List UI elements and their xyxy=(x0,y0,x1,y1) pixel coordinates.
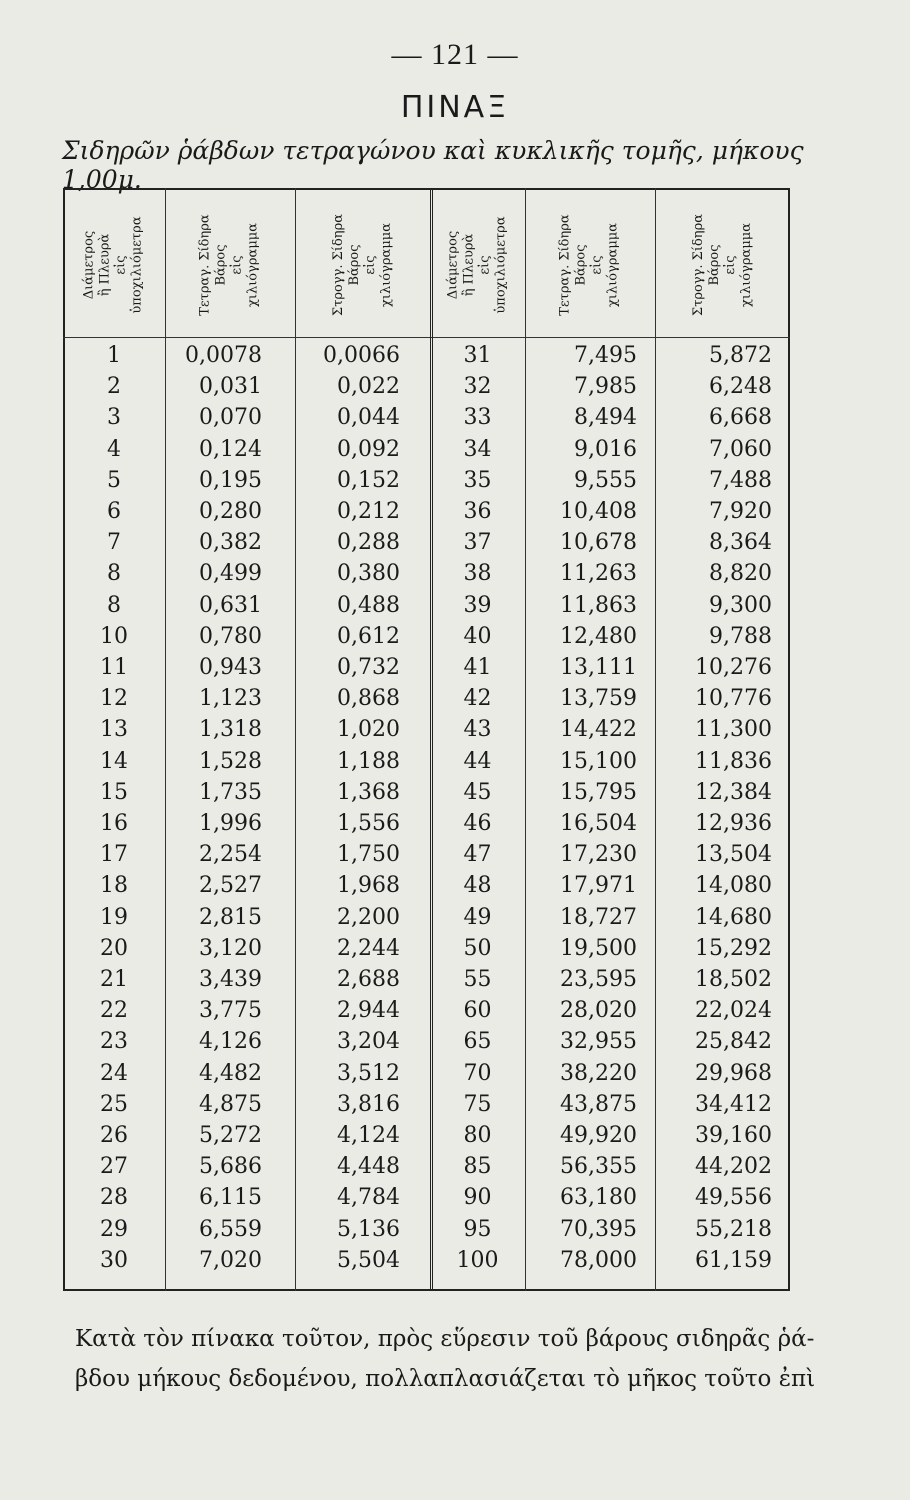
round-weight-left-cell: 4,448 xyxy=(337,1154,400,1180)
round-weight-right-cell: 44,202 xyxy=(695,1154,772,1180)
round-weight-right-cell: 6,248 xyxy=(709,374,772,400)
header-text xyxy=(330,214,394,316)
round-weight-left-cell: 3,204 xyxy=(337,1029,400,1055)
round-weight-right-cell: 8,364 xyxy=(709,530,772,556)
square-weight-left-cell: 3,775 xyxy=(199,998,262,1024)
round-weight-right-cell: 7,920 xyxy=(709,499,772,524)
square-weight-right-cell: 28,020 xyxy=(560,998,637,1024)
header-text xyxy=(82,216,146,313)
square-weight-left-cell: 2,254 xyxy=(199,842,262,868)
header-line: ἢ Πλευρὰ xyxy=(98,233,113,297)
header-line: εἰς xyxy=(114,255,129,275)
diameter-left-cell: 6 xyxy=(107,499,121,524)
header-line: Τετραγ. Σίδηρα xyxy=(197,214,213,316)
diameter-left-cell: 13 xyxy=(100,717,128,743)
diameter-left-cell: 3 xyxy=(107,405,121,431)
round-weight-left-cell: 0,092 xyxy=(337,436,400,462)
diameter-right-cell: 48 xyxy=(463,873,492,899)
round-weight-right-cell: 7,060 xyxy=(709,436,772,462)
diameter-left-cell: 21 xyxy=(100,967,128,992)
square-weight-right-cell: 32,955 xyxy=(560,1029,637,1055)
diameter-left-cell: 24 xyxy=(100,1060,128,1086)
round-weight-right-cell: 11,836 xyxy=(695,748,772,774)
square-weight-left-cell: 1,318 xyxy=(199,717,262,743)
round-weight-right-cell: 8,820 xyxy=(709,561,772,587)
footnote-line-2: βδου μήκους δεδομένου, πολλαπλασιάζεται τὸ μῆκος τοῦτο ἐπὶ xyxy=(75,1366,816,1392)
table-title: ΠΙΝΑΞ xyxy=(400,90,510,125)
diameter-left-cell: 4 xyxy=(107,436,121,462)
header-text xyxy=(446,216,510,313)
header-text xyxy=(198,214,262,315)
diameter-left-cell: 25 xyxy=(100,1091,128,1117)
square-weight-right-cell: 19,500 xyxy=(560,935,637,961)
diameter-left-cell: 20 xyxy=(100,935,128,961)
round-weight-right-cell: 14,080 xyxy=(695,873,772,899)
round-weight-right-cell: 22,024 xyxy=(695,998,772,1024)
round-weight-right-cell: 55,218 xyxy=(695,1216,772,1242)
round-weight-left-cell: 2,200 xyxy=(337,904,400,930)
diameter-right-cell: 40 xyxy=(463,623,492,649)
round-weight-left-cell: 0,212 xyxy=(337,499,400,524)
header-line: Στρογγ. Σίδηρα xyxy=(330,214,346,316)
diameter-right-cell: 42 xyxy=(463,686,492,712)
round-weight-left-cell: 0,022 xyxy=(337,374,400,400)
diameter-header-left xyxy=(63,195,165,335)
round-weight-right-cell: 11,300 xyxy=(695,717,772,743)
diameter-left-cell: 28 xyxy=(100,1185,128,1211)
round-weight-left-cell: 1,750 xyxy=(337,842,400,868)
header-line: εἰς xyxy=(229,255,245,275)
diameter-right-cell: 85 xyxy=(463,1154,492,1180)
diameter-left-cell: 22 xyxy=(100,998,128,1024)
square-weight-left-cell: 5,272 xyxy=(199,1123,262,1148)
diameter-left-cell: 16 xyxy=(100,811,128,836)
round-weight-right-cell: 10,776 xyxy=(695,686,772,712)
diameter-left-cell: 7 xyxy=(107,530,121,556)
round-weight-right-cell: 49,556 xyxy=(695,1185,772,1211)
square-weight-left-cell: 0,943 xyxy=(199,655,262,680)
diameter-right-cell: 100 xyxy=(456,1247,499,1273)
square-weight-left-cell: 0,631 xyxy=(199,592,262,618)
square-weight-right-cell: 13,759 xyxy=(560,686,637,712)
header-line: εἰς xyxy=(589,255,605,275)
square-weight-right-cell: 56,355 xyxy=(560,1154,637,1180)
round-weight-left-cell: 3,816 xyxy=(337,1091,400,1117)
diameter-right-cell: 80 xyxy=(463,1123,492,1148)
header-line: Βάρος xyxy=(346,244,362,286)
square-weight-left-cell: 3,439 xyxy=(199,967,262,992)
round-weight-left-cell: 5,504 xyxy=(337,1247,400,1273)
square-weight-left-cell: 2,527 xyxy=(199,873,262,899)
round-weight-right-cell: 9,788 xyxy=(709,623,772,649)
diameter-right-cell: 34 xyxy=(463,436,492,462)
round-weight-right-cell: 12,936 xyxy=(695,811,772,836)
square-weight-left-cell: 1,528 xyxy=(199,748,262,774)
square-weight-left-cell: 6,115 xyxy=(199,1185,262,1211)
square-weight-right-cell: 17,230 xyxy=(560,842,637,868)
round-weight-right-cell: 39,160 xyxy=(695,1123,772,1148)
square-weight-right-cell: 8,494 xyxy=(574,405,637,431)
square-weight-right-cell: 14,422 xyxy=(560,717,637,743)
square-weight-right-cell: 13,111 xyxy=(560,655,637,680)
diameter-right-cell: 38 xyxy=(463,561,492,587)
round-weight-left-cell: 1,556 xyxy=(337,811,400,836)
diameter-right-cell: 49 xyxy=(463,904,492,930)
diameter-right-cell: 31 xyxy=(463,343,492,368)
round-weight-header-left xyxy=(295,195,430,335)
square-weight-left-cell: 0,382 xyxy=(199,530,262,556)
square-weight-right-cell: 18,727 xyxy=(560,904,637,930)
header-line: Τετραγ. Σίδηρα xyxy=(557,214,573,316)
diameter-left-cell: 11 xyxy=(100,655,128,680)
header-line: εἰς xyxy=(362,255,378,275)
diameter-left-cell: 30 xyxy=(100,1247,128,1273)
round-weight-left-cell: 1,968 xyxy=(337,873,400,899)
round-weight-left-cell: 0,288 xyxy=(337,530,400,556)
square-weight-right-cell: 10,408 xyxy=(560,499,637,524)
header-line: Διάμετρος xyxy=(82,230,97,300)
diameter-right-cell: 33 xyxy=(463,405,492,431)
square-weight-left-cell: 0,195 xyxy=(199,467,262,493)
diameter-right-cell: 50 xyxy=(463,935,492,961)
diameter-left-cell: 15 xyxy=(100,779,128,805)
diameter-left-cell: 29 xyxy=(100,1216,128,1242)
diameter-right-cell: 95 xyxy=(463,1216,492,1242)
round-weight-left-cell: 3,512 xyxy=(337,1060,400,1086)
diameter-right-cell: 35 xyxy=(463,467,492,493)
square-weight-left-cell: 6,559 xyxy=(199,1216,262,1242)
header-line: χιλιόγραμμα xyxy=(378,222,394,308)
header-text xyxy=(558,214,622,315)
square-weight-left-cell: 5,686 xyxy=(199,1154,262,1180)
diameter-right-cell: 65 xyxy=(463,1029,492,1055)
square-weight-right-cell: 70,395 xyxy=(560,1216,637,1242)
square-weight-left-cell: 1,996 xyxy=(199,811,262,836)
diameter-header-right xyxy=(430,195,525,335)
square-weight-left-cell: 0,780 xyxy=(199,623,262,649)
square-weight-header-right xyxy=(525,195,655,335)
square-weight-right-cell: 11,263 xyxy=(560,561,637,587)
diameter-right-cell: 32 xyxy=(463,374,492,400)
square-weight-left-cell: 4,875 xyxy=(199,1091,262,1117)
square-weight-right-cell: 9,016 xyxy=(574,436,637,462)
diameter-left-cell: 8 xyxy=(107,592,121,618)
header-line: Βάρος xyxy=(213,244,229,286)
round-weight-right-cell: 14,680 xyxy=(695,904,772,930)
round-weight-left-cell: 0,488 xyxy=(337,592,400,618)
round-weight-left-cell: 1,020 xyxy=(337,717,400,743)
round-weight-left-cell: 2,688 xyxy=(337,967,400,992)
header-line: ἢ Πλευρὰ xyxy=(461,233,477,297)
diameter-left-cell: 5 xyxy=(107,467,121,493)
square-weight-left-cell: 4,126 xyxy=(199,1029,262,1055)
diameter-right-cell: 55 xyxy=(463,967,492,992)
square-weight-left-cell: 2,815 xyxy=(199,904,262,930)
diameter-right-cell: 47 xyxy=(463,842,492,868)
round-weight-left-cell: 0,380 xyxy=(337,561,400,587)
square-weight-left-cell: 4,482 xyxy=(199,1060,262,1086)
round-weight-right-cell: 13,504 xyxy=(695,842,772,868)
diameter-right-cell: 36 xyxy=(463,499,492,524)
header-line: χιλιόγραμμα xyxy=(605,222,621,308)
header-line: Διάμετρος xyxy=(445,230,461,300)
header-line: Στρογγ. Σίδηρα xyxy=(690,214,706,316)
square-weight-right-cell: 15,100 xyxy=(560,748,637,774)
diameter-right-cell: 39 xyxy=(463,592,492,618)
round-weight-left-cell: 0,612 xyxy=(337,623,400,649)
table-subtitle: Σιδηρῶν ῥάβδων τετραγώνου καὶ κυκλικῆς τομῆς, μήκους 1,00μ. xyxy=(62,136,804,194)
header-line: Βάρος xyxy=(573,244,589,286)
round-weight-right-cell: 34,412 xyxy=(695,1091,772,1117)
round-weight-left-cell: 2,244 xyxy=(337,935,400,961)
diameter-right-cell: 46 xyxy=(463,811,492,836)
round-weight-left-cell: 0,868 xyxy=(337,686,400,712)
header-line: εἰς xyxy=(477,255,493,275)
square-weight-left-cell: 1,735 xyxy=(199,779,262,805)
square-weight-right-cell: 23,595 xyxy=(560,967,637,992)
square-weight-left-cell: 0,499 xyxy=(199,561,262,587)
square-weight-right-cell: 11,863 xyxy=(560,592,637,618)
round-weight-left-cell: 0,152 xyxy=(337,467,400,493)
square-weight-left-cell: 0,0078 xyxy=(185,343,262,368)
square-weight-right-cell: 43,875 xyxy=(560,1091,637,1117)
round-weight-right-cell: 18,502 xyxy=(695,967,772,992)
square-weight-header-left xyxy=(165,195,295,335)
diameter-left-cell: 14 xyxy=(100,748,128,774)
diameter-right-cell: 75 xyxy=(463,1091,492,1117)
round-weight-left-cell: 0,732 xyxy=(337,655,400,680)
header-line: χιλιόγραμμα xyxy=(245,222,261,308)
square-weight-right-cell: 49,920 xyxy=(560,1123,637,1148)
square-weight-right-cell: 63,180 xyxy=(560,1185,637,1211)
diameter-left-cell: 18 xyxy=(100,873,128,899)
header-line: ὑποχιλιόμετρα xyxy=(493,216,509,314)
round-weight-left-cell: 0,044 xyxy=(337,405,400,431)
diameter-left-cell: 2 xyxy=(107,374,121,400)
diameter-right-cell: 70 xyxy=(463,1060,492,1086)
diameter-left-cell: 8 xyxy=(107,561,121,587)
square-weight-right-cell: 15,795 xyxy=(560,779,637,805)
round-weight-right-cell: 15,292 xyxy=(695,935,772,961)
square-weight-left-cell: 3,120 xyxy=(199,935,262,961)
round-weight-right-cell: 10,276 xyxy=(695,655,772,680)
square-weight-left-cell: 7,020 xyxy=(199,1247,262,1273)
diameter-left-cell: 27 xyxy=(100,1154,128,1180)
diameter-left-cell: 12 xyxy=(100,686,128,712)
square-weight-left-cell: 0,124 xyxy=(199,436,262,462)
round-weight-right-cell: 29,968 xyxy=(695,1060,772,1086)
round-weight-right-cell: 5,872 xyxy=(709,343,772,368)
diameter-right-cell: 44 xyxy=(463,748,492,774)
diameter-left-cell: 26 xyxy=(100,1123,128,1148)
diameter-left-cell: 19 xyxy=(100,904,128,930)
round-weight-left-cell: 0,0066 xyxy=(323,343,400,368)
round-weight-left-cell: 2,944 xyxy=(337,998,400,1024)
footnote-line-1: Κατὰ τὸν πίνακα τοῦτον, πρὸς εὕρεσιν τοῦ βάρους σιδηρᾶς ῥά- xyxy=(75,1326,815,1352)
round-weight-left-cell: 4,784 xyxy=(337,1185,400,1211)
diameter-left-cell: 17 xyxy=(100,842,128,868)
header-line: ὑποχιλιόμετρα xyxy=(130,216,145,314)
diameter-right-cell: 37 xyxy=(463,530,492,556)
round-weight-left-cell: 5,136 xyxy=(337,1216,400,1242)
round-weight-right-cell: 25,842 xyxy=(695,1029,772,1055)
header-text xyxy=(690,214,754,316)
round-weight-left-cell: 1,368 xyxy=(337,779,400,805)
square-weight-right-cell: 38,220 xyxy=(560,1060,637,1086)
square-weight-right-cell: 9,555 xyxy=(574,467,637,493)
square-weight-left-cell: 0,031 xyxy=(199,374,262,400)
round-weight-header-right xyxy=(655,195,790,335)
round-weight-right-cell: 7,488 xyxy=(709,467,772,493)
diameter-left-cell: 23 xyxy=(100,1029,128,1055)
square-weight-right-cell: 7,495 xyxy=(574,343,637,368)
round-weight-right-cell: 61,159 xyxy=(695,1247,772,1273)
round-weight-right-cell: 12,384 xyxy=(695,779,772,805)
header-divider xyxy=(63,337,790,338)
diameter-right-cell: 45 xyxy=(463,779,492,805)
square-weight-right-cell: 78,000 xyxy=(560,1247,637,1273)
diameter-right-cell: 60 xyxy=(463,998,492,1024)
round-weight-right-cell: 6,668 xyxy=(709,405,772,431)
header-line: Βάρος xyxy=(706,244,722,286)
square-weight-right-cell: 16,504 xyxy=(560,811,637,836)
diameter-left-cell: 10 xyxy=(100,623,128,649)
round-weight-right-cell: 9,300 xyxy=(709,592,772,618)
page-number: — 121 — xyxy=(391,38,519,71)
round-weight-left-cell: 1,188 xyxy=(337,748,400,774)
square-weight-left-cell: 1,123 xyxy=(199,686,262,712)
diameter-right-cell: 41 xyxy=(463,655,492,680)
square-weight-right-cell: 10,678 xyxy=(560,530,637,556)
header-line: εἰς xyxy=(722,255,738,275)
square-weight-right-cell: 17,971 xyxy=(560,873,637,899)
diameter-right-cell: 90 xyxy=(463,1185,492,1211)
diameter-left-cell: 1 xyxy=(107,343,121,368)
square-weight-left-cell: 0,070 xyxy=(199,405,262,431)
diameter-right-cell: 43 xyxy=(463,717,492,743)
round-weight-left-cell: 4,124 xyxy=(337,1123,400,1148)
header-line: χιλιόγραμμα xyxy=(738,222,754,308)
square-weight-left-cell: 0,280 xyxy=(199,499,262,524)
square-weight-right-cell: 7,985 xyxy=(574,374,637,400)
square-weight-right-cell: 12,480 xyxy=(560,623,637,649)
